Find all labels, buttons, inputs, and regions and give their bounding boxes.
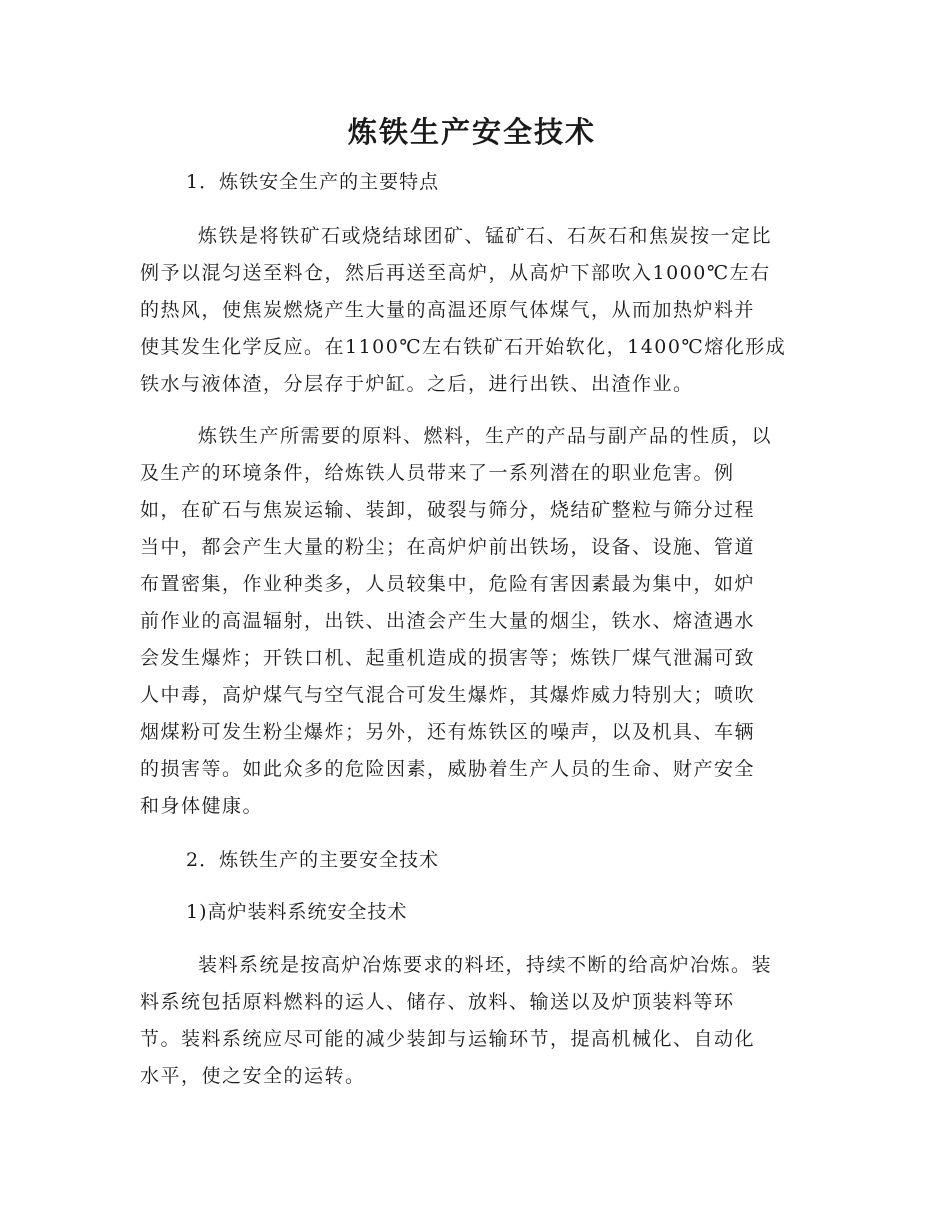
section-heading-1: 1．炼铁安全生产的主要特点 (186, 171, 440, 193)
paragraph-line: 水平，使之安全的运转。 (140, 1065, 366, 1087)
paragraph-line: 布置密集，作业种类多，人员较集中，危险有害因素最为集中，如炉 (140, 573, 756, 595)
paragraph-line: 烟煤粉可发生粉尘爆炸；另外，还有炼铁区的噪声，以及机具、车辆 (140, 721, 756, 743)
paragraph-2 (140, 418, 804, 825)
paragraph-line: 料系统包括原料燃料的运人、储存、放料、输送以及炉顶装料等环 (140, 991, 735, 1013)
subsection-heading-1: 1)高炉装料系统安全技术 (186, 901, 408, 923)
paragraph-line: 的热风，使焦炭燃烧产生大量的高温还原气体煤气，从而加热炉料并 (140, 299, 756, 321)
section-heading-2: 2．炼铁生产的主要安全技术 (186, 849, 440, 871)
paragraph-line: 如，在矿石与焦炭运输、装卸，破裂与筛分，烧结矿整粒与筛分过程 (140, 499, 756, 521)
paragraph-line: 会发生爆炸；开铁口机、起重机造成的损害等；炼铁厂煤气泄漏可致 (140, 647, 756, 669)
paragraph-line: 节。装料系统应尽可能的减少装卸与运输环节，提高机械化、自动化 (140, 1028, 756, 1050)
paragraph-1 (140, 218, 804, 403)
paragraph-line: 及生产的环境条件，给炼铁人员带来了一系列潜在的职业危害。例 (140, 462, 735, 484)
paragraph-line: 和身体健康。 (140, 795, 264, 817)
paragraph-line: 使其发生化学反应。在1100℃左右铁矿石开始软化，1400℃熔化形成 (140, 336, 787, 358)
paragraph-line: 铁水与液体渣，分层存于炉缸。之后，进行出铁、出渣作业。 (140, 373, 694, 395)
paragraph-line: 当中，都会产生大量的粉尘；在高炉炉前出铁场，设备、设施、管道 (140, 536, 756, 558)
paragraph-line: 的损害等。如此众多的危险因素，威胁着生产人员的生命、财产安全 (140, 758, 756, 780)
paragraph-line: 前作业的高温辐射，出铁、出渣会产生大量的烟尘，铁水、熔渣遇水 (140, 610, 756, 632)
paragraph-line: 炼铁是将铁矿石或烧结球团矿、锰矿石、石灰石和焦炭按一定比 (198, 225, 773, 247)
paragraph-line: 人中毒，高炉煤气与空气混合可发生爆炸，其爆炸威力特别大；喷吹 (140, 684, 756, 706)
paragraph-line: 装料系统是按高炉冶炼要求的料坯，持续不断的给高炉冶炼。装 (198, 954, 773, 976)
page-title: 炼铁生产安全技术 (347, 115, 596, 149)
paragraph-line: 例予以混匀送至料仓，然后再送至高炉，从高炉下部吹入1000℃左右 (140, 262, 771, 284)
paragraph-3 (140, 947, 804, 1095)
paragraph-line: 炼铁生产所需要的原料、燃料，生产的产品与副产品的性质，以 (198, 425, 773, 447)
